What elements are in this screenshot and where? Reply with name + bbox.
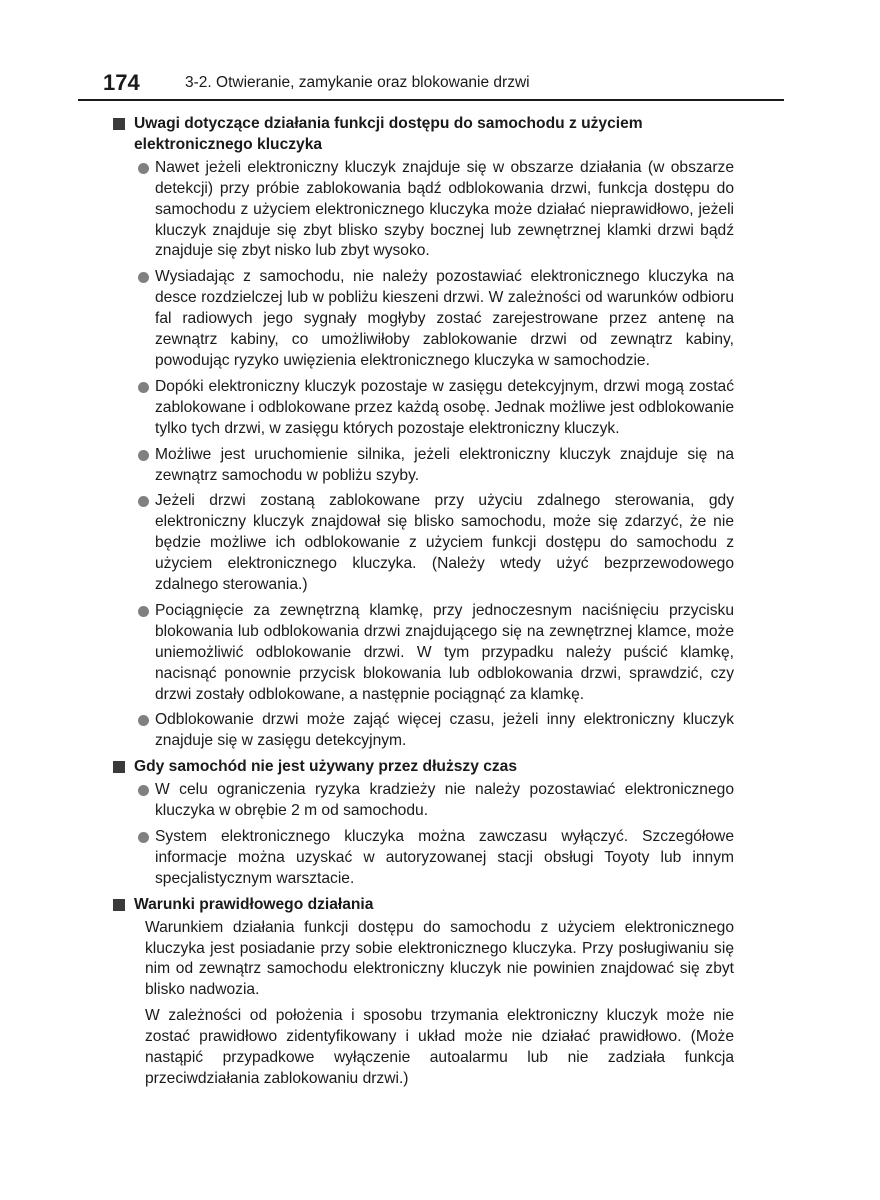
list-item [113, 710, 734, 752]
paragraph: W zależności od położenia i sposobu trzymania elektroniczny kluczyk może nie zostać prawidłowo zidentyfikowany i układ może nie działać prawidłowo. (Może nastąpić przypadkowe wyłączenie autoalarmu lub nie zadziała funkcja przeciwdziałania zablokowaniu drzwi.) [145, 1007, 734, 1087]
list-item-text: Odblokowanie drzwi może zająć więcej czasu, jeżeli inny elektroniczny kluczyk znajduje się w zasięgu detekcyjnym. [155, 711, 734, 750]
page-content [113, 114, 734, 1095]
round-bullet-icon [138, 785, 149, 796]
round-bullet-icon [138, 163, 149, 174]
section-heading-text: Warunki prawidłowego działania [134, 895, 374, 913]
list-item-text: Pociągnięcie za zewnętrzną klamkę, przy jednoczesnym naciśnięciu przycisku blokowania lub odblokowania drzwi znajdującego się na zewnętrznej klamce, może uniemożliwić odblokowanie drzwi. W tym przypadku należy puścić klamkę, nacisnąć ponownie przycisk blokowania lub odblokowania drzwi, sprawdzić, czy drzwi zostały odblokowane, a następnie pociągnąć za klamkę. [155, 601, 734, 703]
bullet-list [113, 158, 734, 752]
list-item-text: Dopóki elektroniczny kluczyk pozostaje w zasięgu detekcyjnym, drzwi mogą zostać zablokowane i odblokowane przez każdą osobę. Jednak możliwe jest odblokowanie tylko tych drzwi, w zasięgu których pozostaje elektroniczny kluczyk. [155, 377, 734, 437]
section-operating-conditions [113, 895, 734, 1090]
list-item [113, 491, 734, 596]
list-item [113, 377, 734, 440]
list-item-text: W celu ograniczenia ryzyka kradzieży nie należy pozostawiać elektronicznego kluczyka w obrębie 2 m od samochodu. [155, 781, 734, 820]
page-number: 174 [103, 70, 140, 95]
section-heading [113, 757, 734, 778]
section-heading [113, 895, 734, 916]
list-item-text: Możliwe jest uruchomienie silnika, jeżeli elektroniczny kluczyk znajduje się na zewnątrz samochodu w pobliżu szyby. [155, 445, 734, 484]
list-item [113, 827, 734, 890]
round-bullet-icon [138, 496, 149, 507]
section-heading [113, 114, 734, 156]
section-heading-text: Gdy samochód nie jest używany przez dłuższy czas [134, 758, 518, 776]
square-bullet-icon [113, 118, 125, 130]
round-bullet-icon [138, 832, 149, 843]
round-bullet-icon [138, 450, 149, 461]
page-header [103, 68, 783, 100]
list-item [113, 445, 734, 487]
square-bullet-icon [113, 899, 125, 911]
bullet-list [113, 780, 734, 890]
list-item-text: Jeżeli drzwi zostaną zablokowane przy użyciu zdalnego sterowania, gdy elektroniczny kluczyk znajdował się blisko samochodu, może się zdarzyć, że nie będzie możliwe ich odblokowanie z użyciem funkcji dostępu do samochodu z użyciem elektronicznego kluczyka. (Należy wtedy użyć bezprzewodowego zdalnego sterowania.) [155, 492, 734, 594]
round-bullet-icon [138, 606, 149, 617]
paragraph: Warunkiem działania funkcji dostępu do samochodu z użyciem elektronicznego kluczyka jest posiadanie przy sobie elektronicznego kluczyka. Przy posługiwaniu się nim od zewnątrz samochodu elektroniczny kluczyk nie powinien znajdować się zbyt blisko nadwozia. [145, 918, 734, 999]
chapter-title: 3-2. Otwieranie, zamykanie oraz blokowanie drzwi [185, 74, 530, 91]
list-item [113, 158, 734, 263]
list-item [113, 780, 734, 822]
round-bullet-icon [138, 382, 149, 393]
square-bullet-icon [113, 761, 125, 773]
section-usage-notes [113, 114, 734, 752]
section-long-term-parking [113, 757, 734, 889]
list-item-text: Nawet jeżeli elektroniczny kluczyk znajduje się w obszarze działania (w obszarze detekcji) przy próbie zablokowania bądź odblokowania drzwi, funkcja dostępu do samochodu z użyciem elektronicznego kluczyka może działać nieprawidłowo, jeżeli kluczyk znajduje się zbyt blisko szyby bocznej lub zewnętrznej klamki drzwi bądź znajduje się zbyt nisko lub zbyt wysoko. [155, 158, 734, 260]
header-divider [78, 99, 784, 101]
list-item-text: System elektronicznego kluczyka można zawczasu wyłączyć. Szczegółowe informacje można uzyskać w autoryzowanej stacji obsługi Toyoty lub innym specjalistycznym warsztacie. [155, 828, 734, 887]
list-item-text: Wysiadając z samochodu, nie należy pozostawiać elektronicznego kluczyka na desce rozdzielczej lub w pobliżu kieszeni drzwi. W zależności od warunków odbioru fal radiowych jego sygnały mogłyby zostać zarejestrowane przez antenę na zewnątrz kabiny, co umożliwiłoby zablokowanie drzwi od zewnątrz kabiny, powodując ryzyko uwięzienia elektronicznego kluczyka w samochodzie. [155, 268, 734, 369]
list-item [113, 267, 734, 372]
list-item [113, 601, 734, 706]
round-bullet-icon [138, 272, 149, 283]
section-heading-text: Uwagi dotyczące działania funkcji dostępu do samochodu z użyciem elektronicznego kluczyka [134, 115, 643, 153]
round-bullet-icon [138, 715, 149, 726]
